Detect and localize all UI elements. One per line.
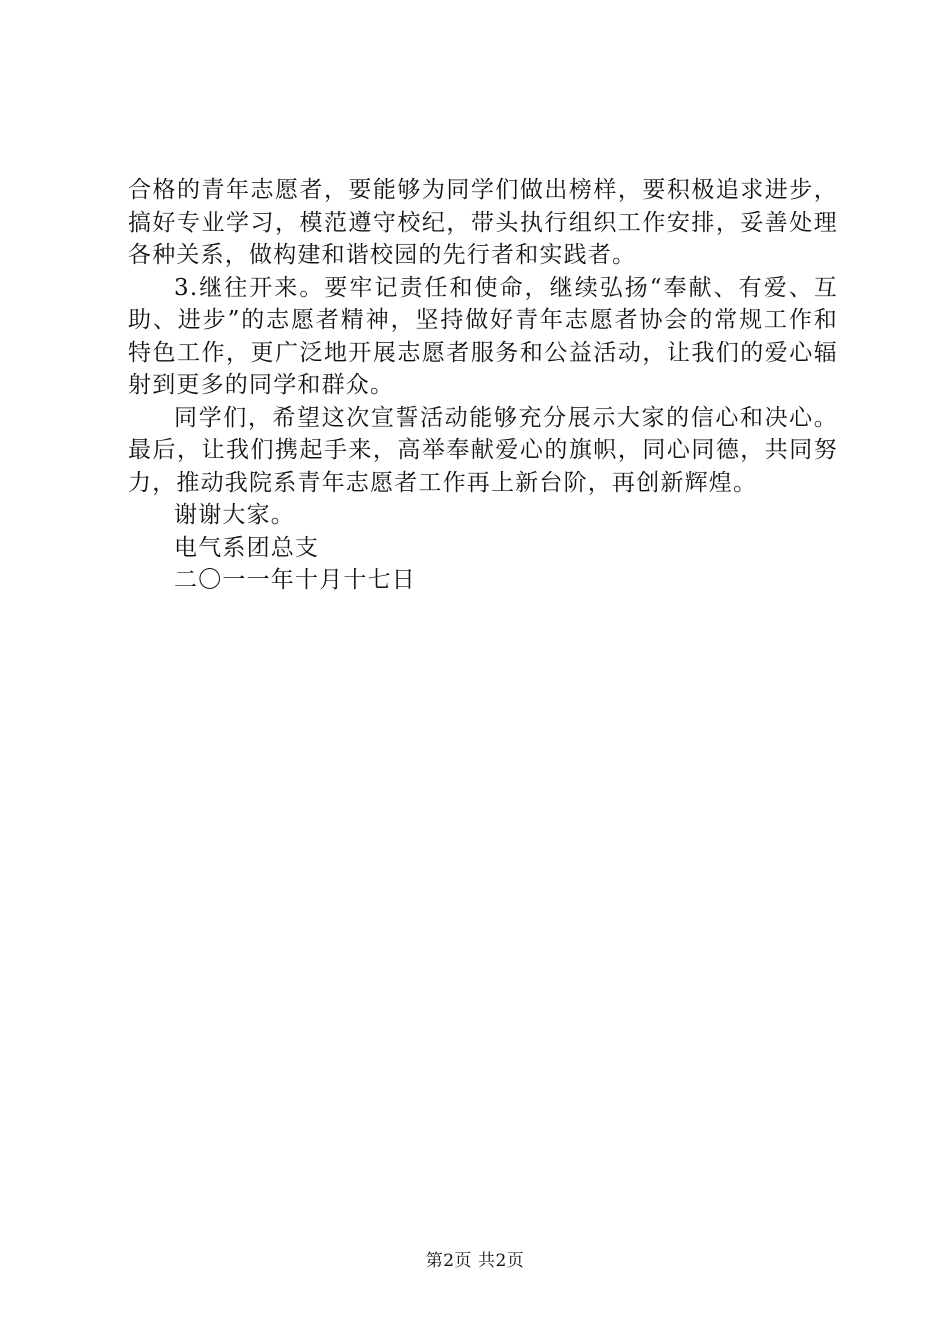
paragraph-continuation: 合格的青年志愿者，要能够为同学们做出榜样，要积极追求进步，搞好专业学习，模范遵守校纪，带头执行组织工作安排，妥善处理各种关系，做构建和谐校园的先行者和实践者。	[128, 177, 838, 268]
page-number-footer: 第2页 共2页	[425, 1251, 525, 1271]
closing-thanks: 谢谢大家。	[174, 502, 295, 528]
signature: 电气系团总支	[174, 534, 320, 561]
paragraph-conclusion: 同学们，希望这次宣誓活动能够充分展示大家的信心和决心。最后，让我们携起手来，高举奉献爱心的旗帜，同心同德，共同努力，推动我院系青年志愿者工作再上新台阶，再创新辉煌。	[128, 404, 838, 496]
document-body	[128, 174, 838, 597]
document-date: 二〇一一年十月十七日	[174, 567, 416, 593]
paragraph-item-3: 3.继往开来。要牢记责任和使命，继续弘扬“奉献、有爱、互助、进步”的志愿者精神，坚持做好青年志愿者协会的常规工作和特色工作，更广泛地开展志愿者服务和公益活动，让我们的爱心辐射到更多的同学和群众。	[128, 274, 838, 398]
